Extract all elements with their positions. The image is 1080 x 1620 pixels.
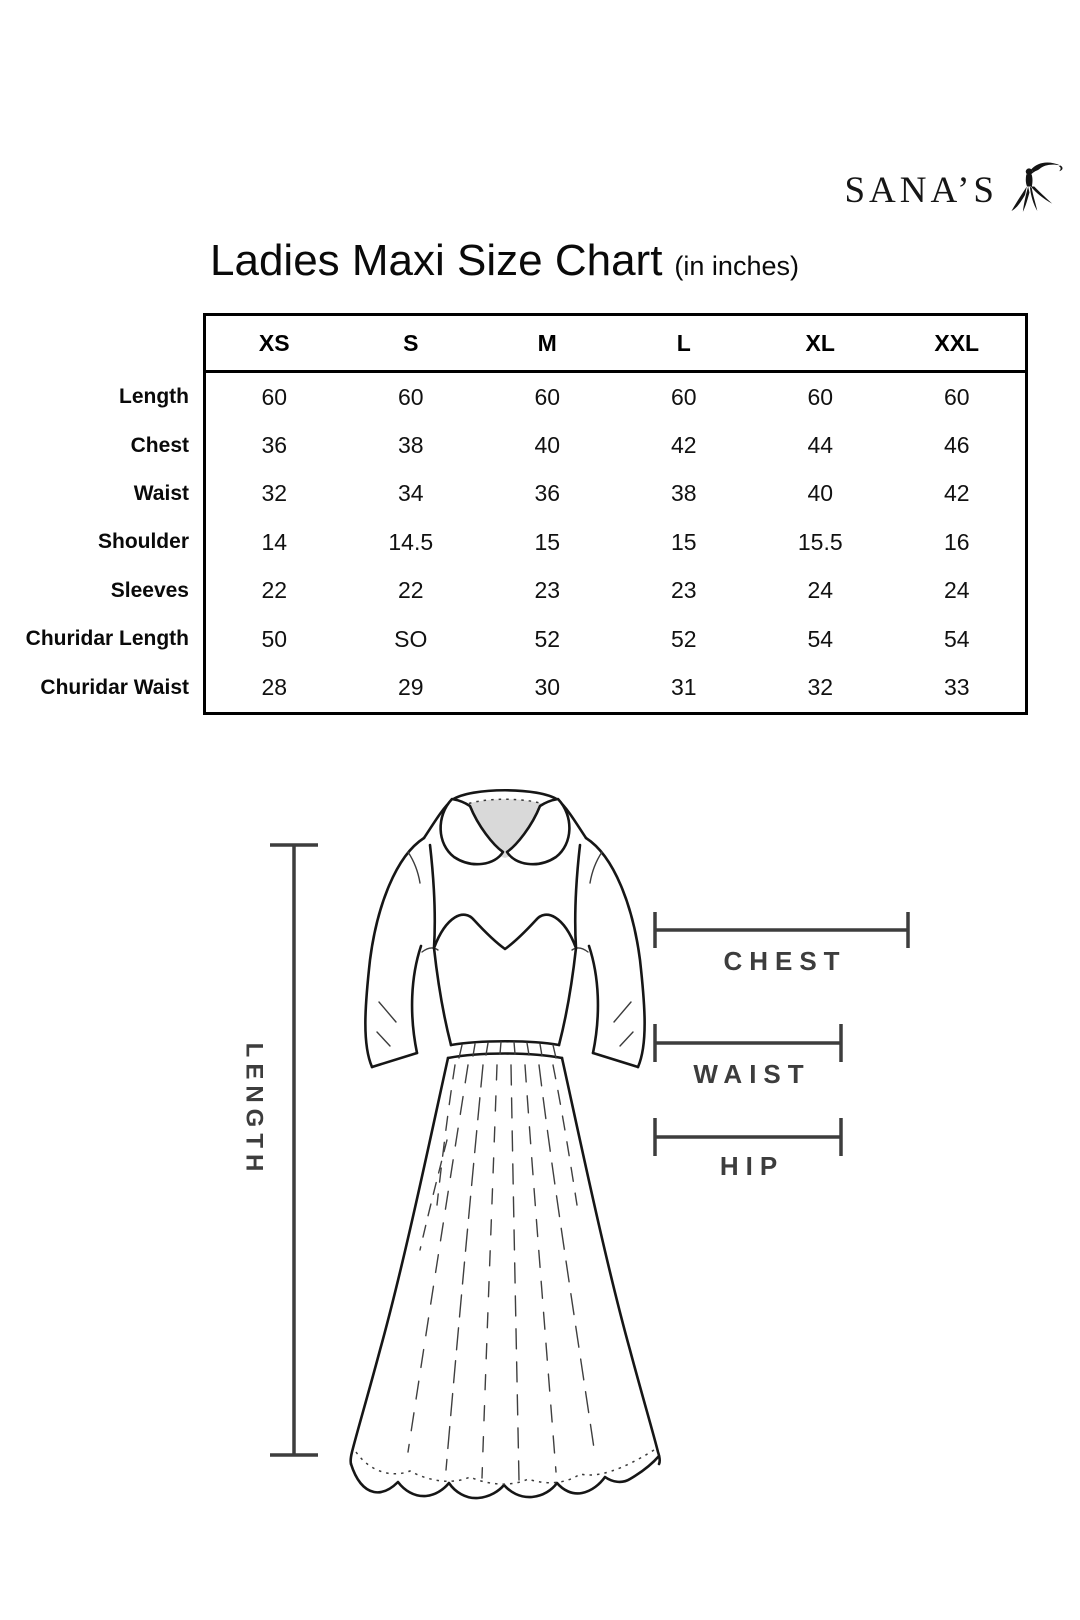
column-header: XL — [805, 329, 835, 356]
size-value-cell: 38 — [397, 432, 424, 459]
size-value-cell: 14 — [261, 528, 288, 555]
size-value-cell: 31 — [670, 674, 697, 701]
table-row — [206, 421, 1025, 469]
row-label: Waist — [133, 481, 189, 505]
length-measure — [241, 845, 318, 1455]
dress-sketch — [351, 790, 660, 1498]
right-sleeve — [586, 838, 645, 1067]
chest-label: CHEST — [723, 946, 847, 976]
size-value-cell: 60 — [670, 383, 697, 410]
brand-logo — [844, 158, 1064, 222]
waist-label: WAIST — [693, 1059, 811, 1089]
waistband — [448, 1041, 562, 1058]
brand-logo-text: SANA’S — [844, 169, 998, 211]
size-value-cell: 24 — [943, 577, 970, 604]
size-value-cell: 30 — [534, 674, 561, 701]
size-value-cell: 24 — [807, 577, 834, 604]
size-table-grid — [203, 313, 1028, 715]
size-value-cell: 50 — [261, 625, 288, 652]
size-value-cell: 28 — [261, 674, 288, 701]
size-value-cell: 32 — [261, 480, 288, 507]
size-value-cell: 60 — [943, 383, 970, 410]
skirt — [351, 1058, 660, 1498]
dress-measurement-diagram — [0, 740, 1080, 1560]
size-value-cell: 60 — [807, 383, 834, 410]
size-value-cell: 60 — [261, 383, 288, 410]
size-value-cell: 32 — [807, 674, 834, 701]
row-labels-spacer — [0, 313, 203, 373]
size-value-cell: 15.5 — [797, 528, 843, 555]
title-unit-note: (in inches) — [674, 251, 799, 281]
size-value-cell: 33 — [943, 674, 970, 701]
size-value-cell: 22 — [397, 577, 424, 604]
size-value-cell: 40 — [534, 432, 561, 459]
row-label: Shoulder — [97, 530, 189, 554]
size-value-cell: 44 — [807, 432, 834, 459]
column-header: S — [403, 329, 419, 356]
size-value-cell: 22 — [261, 577, 288, 604]
size-value-cell: 15 — [534, 528, 561, 555]
table-row — [206, 663, 1025, 711]
column-header: XS — [258, 329, 290, 356]
size-value-cell: 52 — [670, 625, 697, 652]
size-value-cell: 15 — [670, 528, 697, 555]
row-label: Churidar Waist — [40, 675, 189, 699]
size-value-cell: 23 — [534, 577, 561, 604]
size-value-cell: 36 — [534, 480, 561, 507]
size-table-header-row — [206, 316, 1025, 373]
table-row — [206, 615, 1025, 663]
size-value-cell: 40 — [807, 480, 834, 507]
size-value-cell: 54 — [807, 625, 834, 652]
size-value-cell: 14.5 — [388, 528, 434, 555]
left-sleeve — [365, 838, 424, 1067]
table-row — [206, 470, 1025, 518]
waist-measure — [655, 1024, 841, 1089]
size-value-cell: 23 — [670, 577, 697, 604]
hip-measure — [655, 1118, 841, 1181]
table-row — [206, 518, 1025, 566]
size-value-cell: SO — [394, 625, 428, 652]
size-value-cell: 52 — [534, 625, 561, 652]
row-label: Length — [119, 385, 189, 409]
size-table-row-labels — [0, 313, 203, 715]
hip-label: HIP — [719, 1151, 785, 1181]
size-value-cell: 42 — [670, 432, 697, 459]
size-value-cell: 42 — [943, 480, 970, 507]
row-label: Churidar Length — [25, 627, 189, 651]
column-header: M — [537, 329, 557, 356]
length-label: LENGTH — [240, 1042, 268, 1178]
woman-in-gown-icon — [1008, 158, 1064, 222]
bodice — [422, 915, 588, 1045]
size-value-cell: 60 — [534, 383, 561, 410]
size-value-cell: 54 — [943, 625, 970, 652]
size-value-cell: 34 — [397, 480, 424, 507]
row-label: Chest — [130, 433, 189, 457]
size-value-cell: 60 — [397, 383, 424, 410]
page-title — [210, 236, 799, 286]
column-header: XXL — [934, 329, 980, 356]
column-header: L — [676, 329, 691, 356]
row-label: Sleeves — [110, 578, 189, 602]
size-value-cell: 29 — [397, 674, 424, 701]
size-value-cell: 46 — [943, 432, 970, 459]
size-table — [0, 313, 1028, 715]
size-value-cell: 38 — [670, 480, 697, 507]
table-row — [206, 567, 1025, 615]
size-value-cell: 16 — [943, 528, 970, 555]
table-row — [206, 373, 1025, 421]
chest-measure — [655, 912, 908, 976]
title-text: Ladies Maxi Size Chart — [210, 236, 663, 285]
size-value-cell: 36 — [261, 432, 288, 459]
